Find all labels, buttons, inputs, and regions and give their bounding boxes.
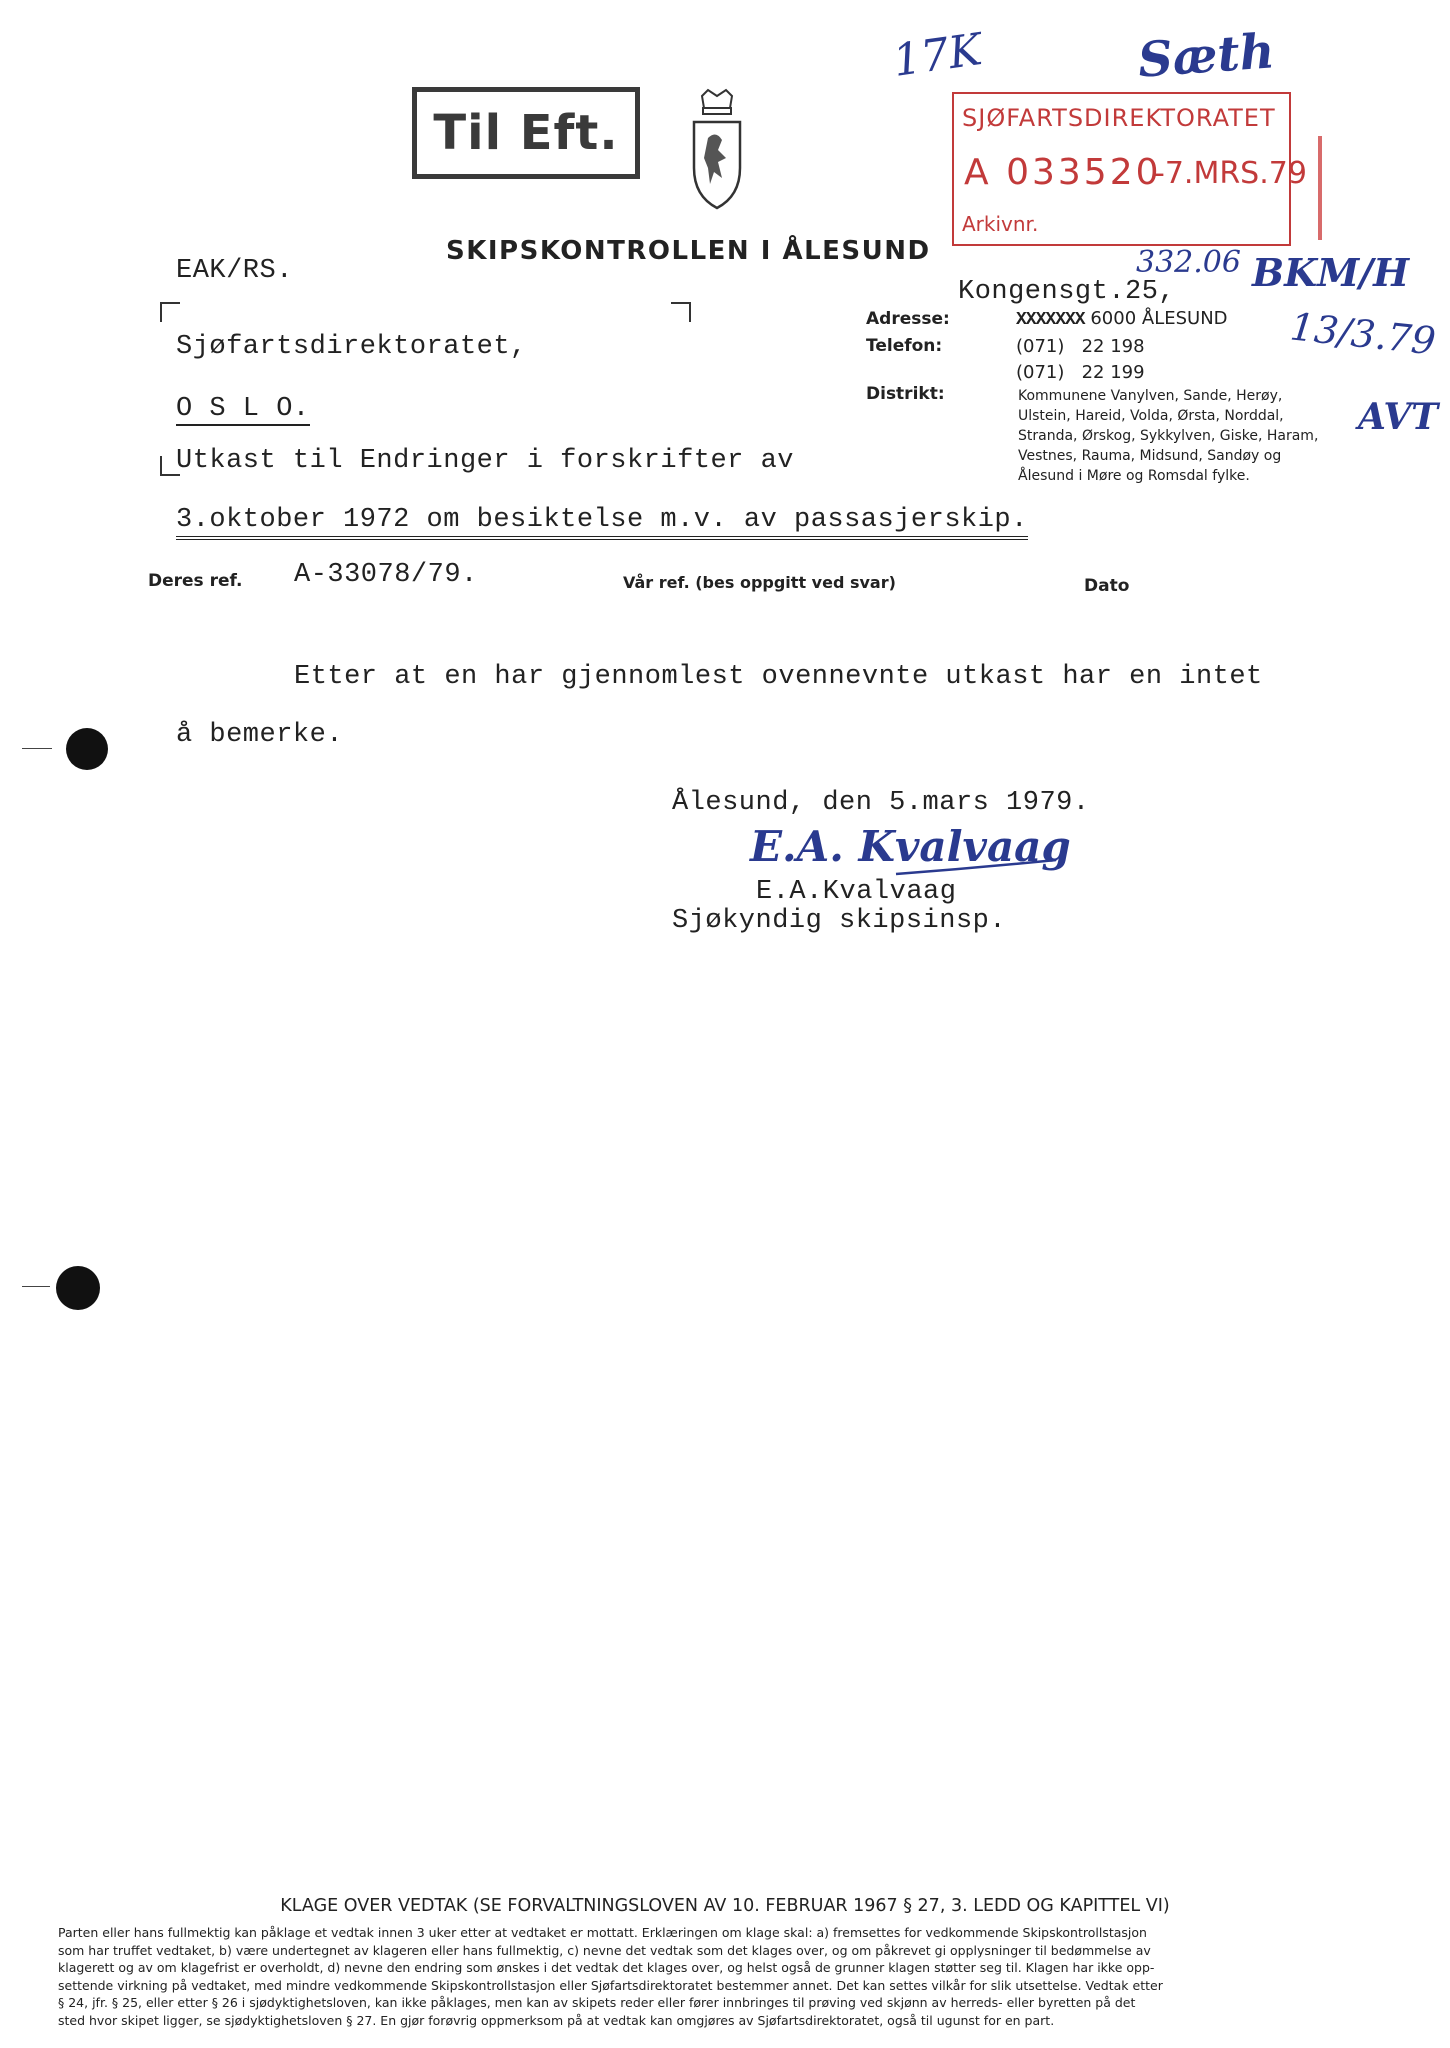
sender-ref: EAK/RS. <box>176 256 293 286</box>
district-label: Distrikt: <box>866 384 945 404</box>
footer-heading: KLAGE OVER VEDTAK (SE FORVALTNINGSLOVEN AV 10. FEBRUAR 1967 § 27, 3. LEDD OG KAPITTEL VI) <box>280 1896 1170 1916</box>
district-line: Vestnes, Rauma, Midsund, Sandøy og <box>1018 448 1282 464</box>
window-corner-top-right <box>671 302 691 322</box>
signer-title: Sjøkyndig skipsinsp. <box>672 906 1007 936</box>
margin-tick <box>22 748 52 749</box>
district-line: Stranda, Ørskog, Sykkylven, Giske, Haram, <box>1018 428 1319 444</box>
punch-hole <box>66 728 108 770</box>
footer-line: Parten eller hans fullmektig kan påklage et vedtak innen 3 uker etter at vedtaket er mottatt. Erklæringen om klage skal: a) fremsettes for vedkommende Skipskontrollstasjon <box>58 1925 1147 1940</box>
received-stamp-org: SJØFARTSDIREKTORATET <box>962 104 1276 132</box>
address-line <box>1016 308 1228 330</box>
received-stamp-date: -7.MRS.79 <box>1154 156 1307 191</box>
handwritten-code: 332.06 <box>1136 245 1241 280</box>
handwritten-date: 13/3.79 <box>1288 304 1438 364</box>
received-stamp <box>952 92 1307 246</box>
handwritten-top-mark: 17K <box>889 24 985 87</box>
handwritten-signature-top: Sæth <box>1136 23 1277 89</box>
til-eft-stamp-text: Til Eft. <box>433 105 619 161</box>
til-eft-stamp <box>412 87 640 179</box>
phone-2: (071) 22 199 <box>1016 362 1145 383</box>
signer-name: E.A.Kvalvaag <box>756 877 957 907</box>
window-corner-top-left <box>160 302 180 322</box>
red-margin-marks <box>1318 136 1334 240</box>
address-struck: XXXXXXX <box>1016 310 1085 330</box>
phone-1: (071) 22 198 <box>1016 336 1145 357</box>
received-stamp-number: A 033520 <box>964 152 1162 193</box>
district-line: Ulstein, Hareid, Volda, Ørsta, Norddal, <box>1018 408 1284 424</box>
footer-line: klagerett og av om klagefrist er overholdt, d) nevne den endring som ønskes i det vedtak det klages over, og helst også de grunner klagen støtter seg til. Klagen har ikke opp- <box>58 1960 1155 1975</box>
recipient-name: Sjøfartsdirektoratet, <box>176 332 527 362</box>
footer-line: § 24, jfr. § 25, eller etter § 26 i sjødyktighetsloven, kan ikke påklages, men kan av skipets reder eller fører innbringes til prøving ved skjønn av herreds- eller byretten på det <box>58 1995 1136 2010</box>
signature-flourish-icon <box>746 818 1066 886</box>
recipient-city: O S L O. <box>176 394 310 424</box>
body-line-2: å bemerke. <box>176 720 344 750</box>
page-title: SKIPSKONTROLLEN I ÅLESUND <box>446 236 931 266</box>
district-list <box>1018 386 1348 486</box>
handwritten-initials: BKM/H <box>1252 250 1409 295</box>
footer-text <box>58 1924 1398 2029</box>
footer-line: sted hvor skipet ligger, se sjødyktighetsloven § 27. En gjør forøvrig oppmerksom på at vedtak kan omgjøres av Sjøfartsdirektoratet, også til ugunst for en part. <box>58 2012 1055 2028</box>
address-city: 6000 ÅLESUND <box>1090 308 1228 329</box>
phone-label: Telefon: <box>866 336 943 356</box>
received-stamp-archive: Arkivnr. <box>962 212 1039 236</box>
var-ref-label: Vår ref. (bes oppgitt ved svar) <box>623 573 896 592</box>
margin-tick <box>22 1286 50 1287</box>
subject-line-1: Utkast til Endringer i forskrifter av <box>176 446 794 476</box>
subject-line-2: 3.oktober 1972 om besiktelse m.v. av passasjerskip. <box>176 505 1028 540</box>
district-line: Kommunene Vanylven, Sande, Herøy, <box>1018 388 1283 404</box>
body-line-1: Etter at en har gjennomlest ovennevnte utkast har en intet <box>294 662 1263 692</box>
coat-of-arms-icon <box>688 88 746 212</box>
footer-line: settende virkning på vedtaket, med mindre vedkommende Skipskontrollstasjon eller Sjøfartsdirektoratet bestemmer annet. Det kan settes vilkår for slik utsettelse. Vedtak etter <box>58 1977 1163 1993</box>
signature-text: E.A. Kvalvaag <box>750 822 1071 871</box>
dato-label: Dato <box>1084 576 1130 596</box>
address-typed: Kongensgt.25, <box>958 277 1176 307</box>
deres-ref-label: Deres ref. <box>148 571 243 591</box>
handwritten-avt: AVT <box>1358 396 1439 438</box>
place-date: Ålesund, den 5.mars 1979. <box>672 788 1090 818</box>
signature <box>746 818 1071 886</box>
district-line: Ålesund i Møre og Romsdal fylke. <box>1018 468 1250 484</box>
punch-hole <box>56 1266 100 1310</box>
address-label: Adresse: <box>866 309 950 329</box>
footer-line: som har truffet vedtaket, b) være undertegnet av klageren eller hans fullmektig, c) nevne det vedtak som det klages over, og om påkrevet gi opplysninger til bedømmelse av <box>58 1942 1151 1958</box>
deres-ref-value: A-33078/79. <box>294 560 478 590</box>
